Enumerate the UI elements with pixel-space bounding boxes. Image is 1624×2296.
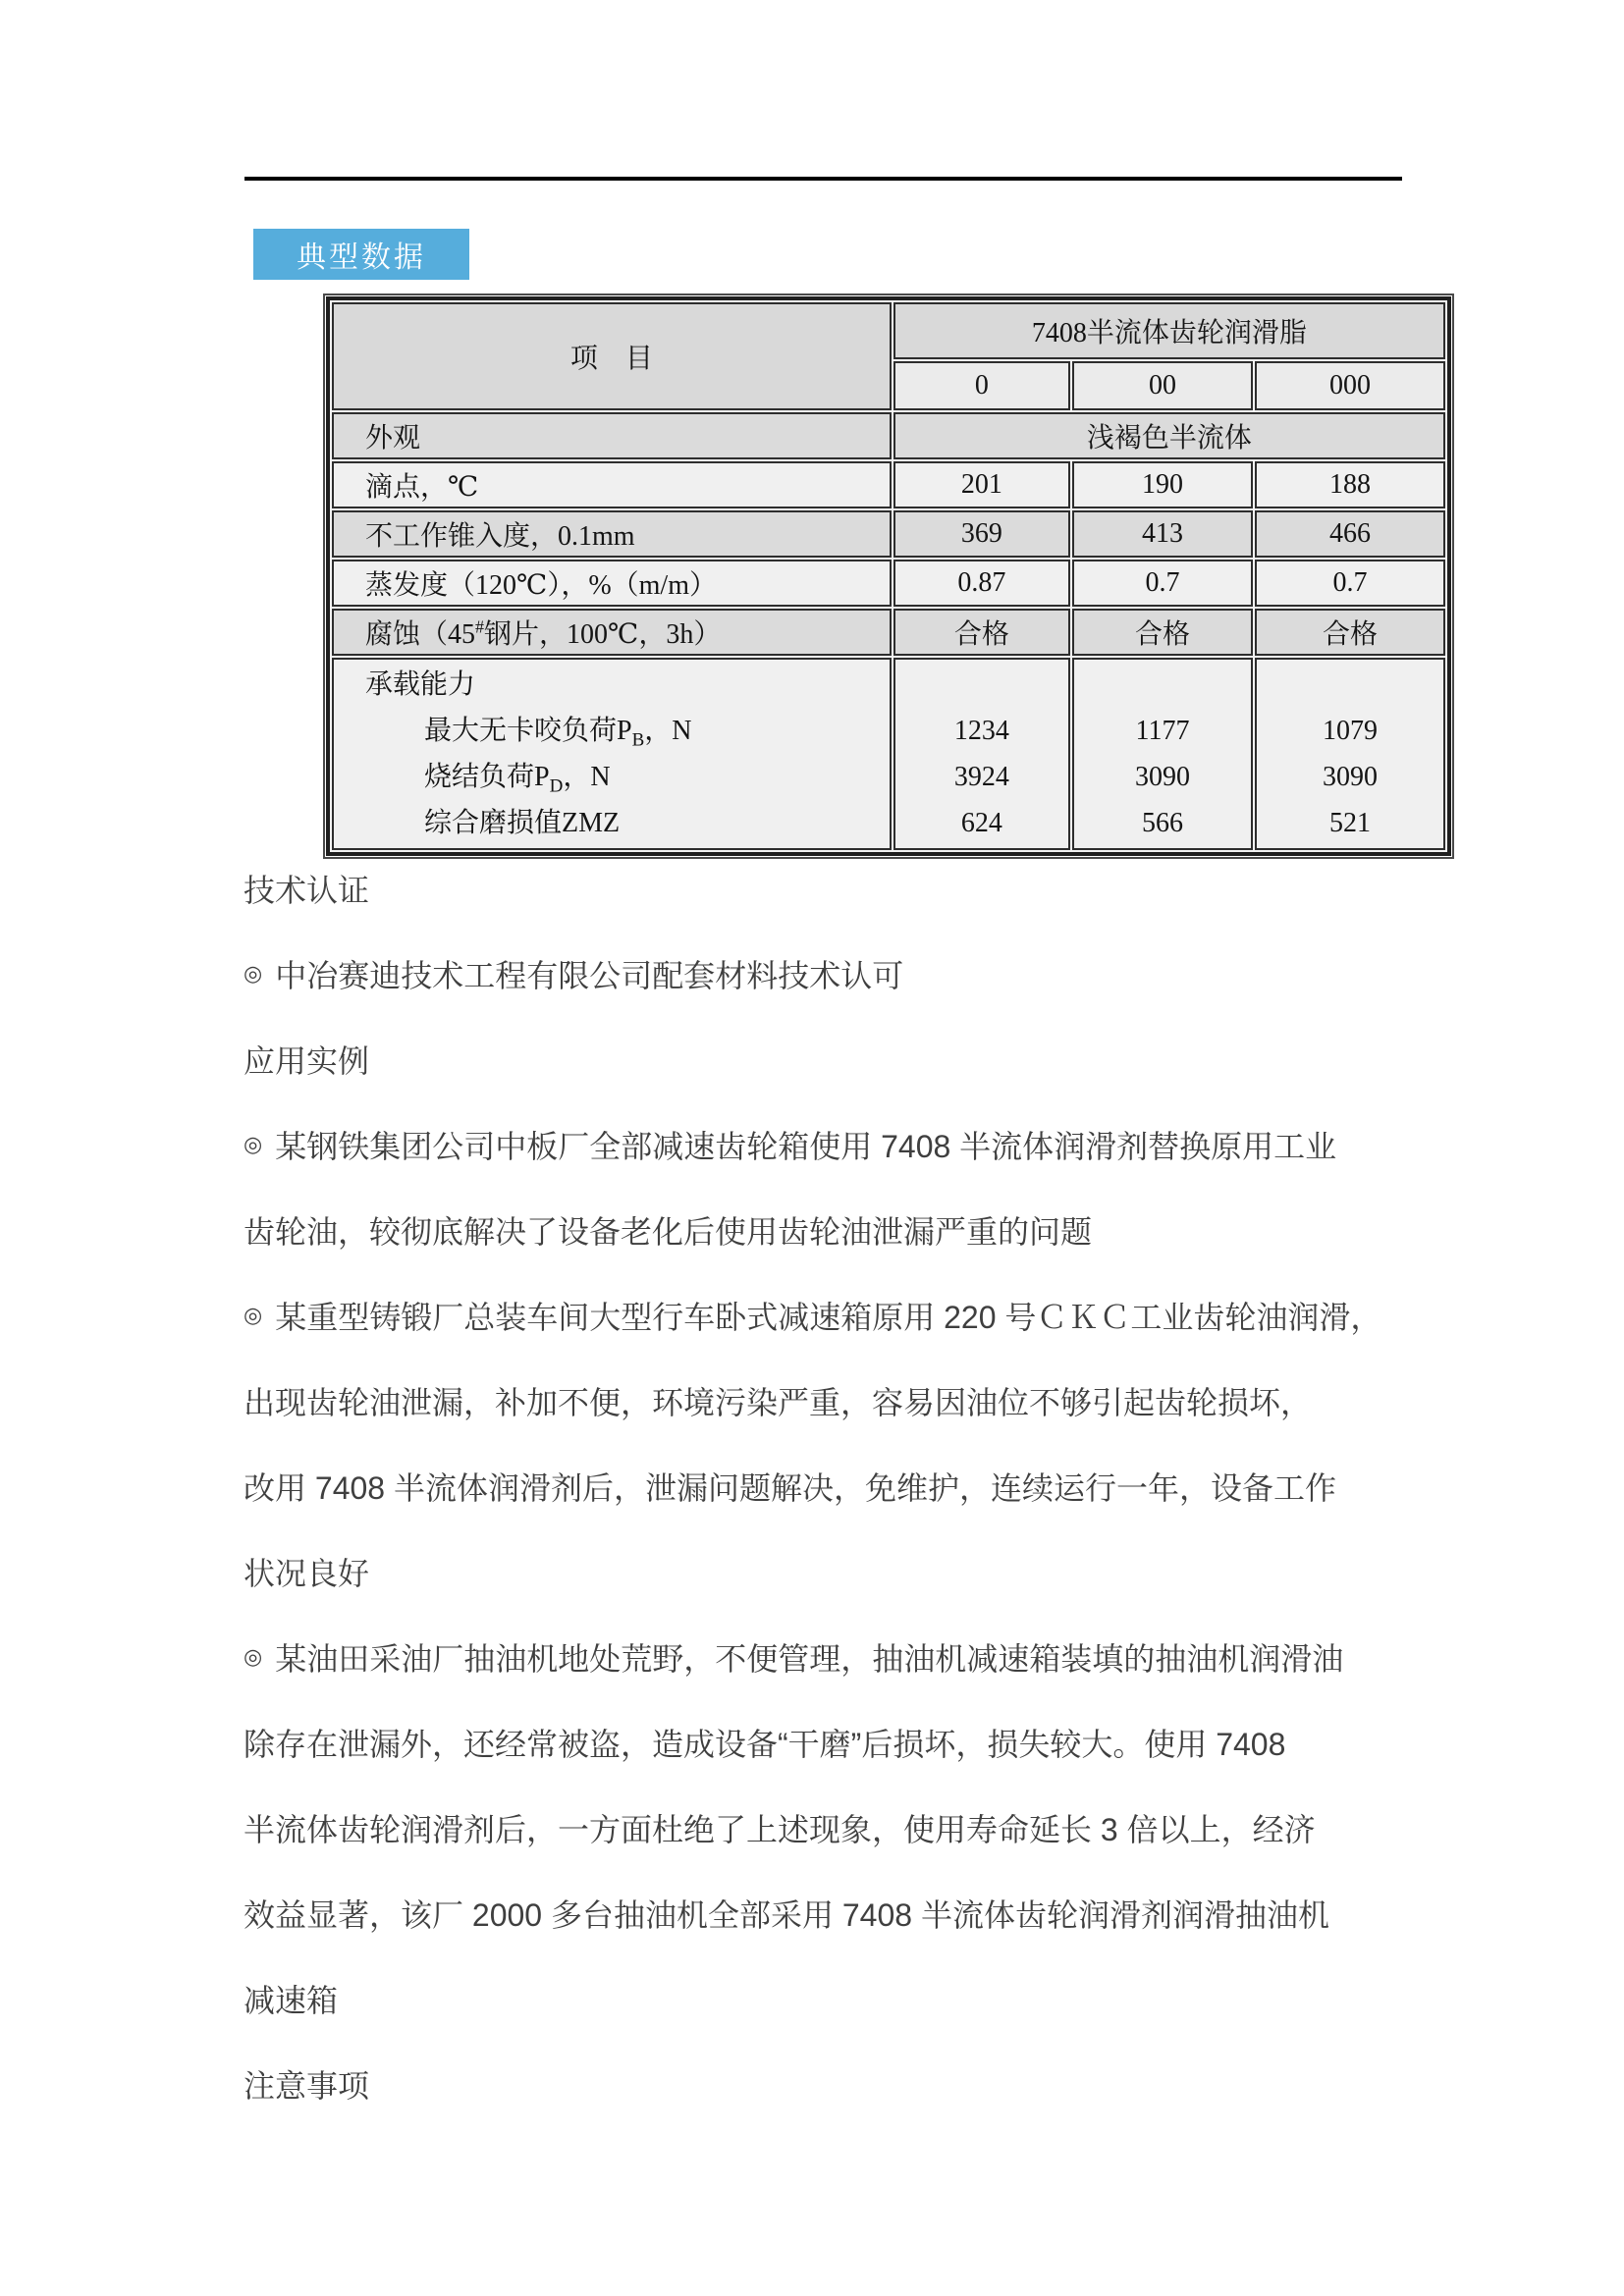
- spacer: [1082, 662, 1243, 708]
- text-line-cont: [244, 1358, 1422, 1443]
- text-line-cont: [244, 1785, 1422, 1870]
- section-badge: 典型数据: [253, 229, 469, 280]
- line-text: 某重型铸锻厂总装车间大型行车卧式减速箱原用 220 号ＣＫＣ工业齿轮油润滑，: [275, 1299, 1382, 1335]
- row-value: 521: [1328, 808, 1371, 838]
- load-capacity-item: [424, 800, 882, 846]
- spacer: [903, 662, 1060, 708]
- cap-item-post: ，N: [644, 716, 692, 746]
- text-line-cont: [244, 1955, 1422, 2041]
- typical-data-table-wrap: [326, 296, 1451, 856]
- text-line-bullet: [244, 931, 1422, 1016]
- cap-item-sub: B: [631, 729, 645, 751]
- row-label-load-capacity: [332, 658, 892, 850]
- corrosion-label-post: 钢片，100℃，3h）: [484, 619, 722, 650]
- row-value: 1079: [1322, 716, 1378, 746]
- text-line-heading: [244, 845, 1422, 931]
- cap-item-post: ，N: [563, 762, 611, 792]
- row-value: 466: [1255, 510, 1445, 558]
- header-product-cell: 7408半流体齿轮润滑脂: [893, 302, 1445, 359]
- corrosion-label-sup: #: [475, 616, 485, 637]
- line-text: 减速箱: [244, 1982, 339, 2018]
- line-text: 出现齿轮油泄漏，补加不便，环境污染严重，容易因油位不够引起齿轮损坏，: [244, 1384, 1313, 1420]
- text-line-bullet: [244, 1101, 1422, 1187]
- line-text: 某油田采油厂抽油机地处荒野，不便管理，抽油机减速箱装填的抽油机润滑油: [275, 1640, 1344, 1677]
- line-text: 应用实例: [244, 1042, 370, 1079]
- cap-item-sub: D: [549, 775, 564, 797]
- line-text: 状况良好: [244, 1555, 370, 1591]
- load-capacity-values-col: [1072, 658, 1253, 850]
- text-line-cont: [244, 1443, 1422, 1528]
- bullet-icon: ◎: [244, 1131, 263, 1156]
- row-value: 413: [1072, 510, 1253, 558]
- cap-item-pre: 综合磨损值ZMZ: [424, 808, 621, 838]
- row-label-evaporation: 蒸发度（120℃），%（m/m）: [332, 560, 892, 607]
- spacer: [1265, 662, 1435, 708]
- line-text: 齿轮油，较彻底解决了设备老化后使用齿轮油泄漏严重的问题: [244, 1213, 1093, 1250]
- load-capacity-item: [424, 708, 882, 754]
- bullet-icon: ◎: [244, 960, 263, 986]
- line-text: 注意事项: [244, 2067, 370, 2104]
- row-value: 0.7: [1255, 560, 1445, 607]
- row-value: 369: [893, 510, 1070, 558]
- line-text: 中冶赛迪技术工程有限公司配套材料技术认可: [275, 957, 904, 993]
- bullet-icon: ◎: [244, 1302, 263, 1327]
- row-label-penetration: 不工作锥入度，0.1mm: [332, 510, 892, 558]
- row-value: 624: [960, 808, 1002, 838]
- text-line-heading: [244, 2041, 1422, 2126]
- text-line-heading: [244, 1016, 1422, 1101]
- text-line-cont: [244, 1187, 1422, 1272]
- cap-item-pre: 最大无卡咬负荷P: [424, 716, 632, 746]
- text-line-cont: [244, 1870, 1422, 1955]
- grade-cell: 0: [893, 361, 1070, 410]
- row-label-corrosion: [332, 609, 892, 656]
- horizontal-rule: [244, 177, 1402, 181]
- load-capacity-values-col: [893, 658, 1070, 850]
- row-value: 190: [1072, 461, 1253, 508]
- cap-item-pre: 烧结负荷P: [424, 762, 550, 792]
- row-value: 566: [1142, 808, 1184, 838]
- bullet-icon: ◎: [244, 1643, 263, 1669]
- corrosion-label-pre: 腐蚀（45: [365, 619, 476, 650]
- header-item-cell: 项 目: [332, 302, 892, 410]
- body-text: [244, 845, 1422, 2126]
- line-text: 半流体齿轮润滑剂后，一方面杜绝了上述现象，使用寿命延长 3 倍以上，经济: [244, 1811, 1316, 1847]
- text-line-bullet: [244, 1614, 1422, 1699]
- grade-cell: 00: [1072, 361, 1253, 410]
- row-label-dropping-point: 滴点，℃: [332, 461, 892, 508]
- row-value: 201: [893, 461, 1070, 508]
- row-value: 1177: [1135, 716, 1190, 746]
- grade-cell: 000: [1255, 361, 1445, 410]
- load-capacity-values-col: [1255, 658, 1445, 850]
- row-value: 3090: [1322, 762, 1378, 792]
- row-value: 合格: [1255, 609, 1445, 656]
- line-text: 改用 7408 半流体润滑剂后，泄漏问题解决，免维护，连续运行一年，设备工作: [244, 1469, 1336, 1506]
- line-text: 技术认证: [244, 872, 370, 908]
- row-label-appearance: 外观: [332, 412, 892, 459]
- row-value: 0.7: [1072, 560, 1253, 607]
- row-value: 3090: [1135, 762, 1191, 792]
- row-value-appearance: 浅褐色半流体: [893, 412, 1445, 459]
- text-line-bullet: [244, 1272, 1422, 1358]
- line-text: 效益显著，该厂 2000 多台抽油机全部采用 7408 半流体齿轮润滑剂润滑抽油机: [244, 1896, 1329, 1933]
- load-capacity-item: [424, 754, 882, 800]
- line-text: 某钢铁集团公司中板厂全部减速齿轮箱使用 7408 半流体润滑剂替换原用工业: [275, 1128, 1337, 1164]
- row-value: 188: [1255, 461, 1445, 508]
- row-value: 合格: [893, 609, 1070, 656]
- row-value: 1234: [953, 716, 1009, 746]
- row-value: 3924: [953, 762, 1009, 792]
- load-capacity-title: 承载能力: [365, 669, 476, 700]
- text-line-cont: [244, 1699, 1422, 1785]
- row-value: 合格: [1072, 609, 1253, 656]
- text-line-cont: [244, 1528, 1422, 1614]
- line-text: 除存在泄漏外，还经常被盗，造成设备“干磨”后损坏，损失较大。使用 7408: [244, 1726, 1286, 1762]
- typical-data-table: [326, 296, 1451, 856]
- row-value: 0.87: [893, 560, 1070, 607]
